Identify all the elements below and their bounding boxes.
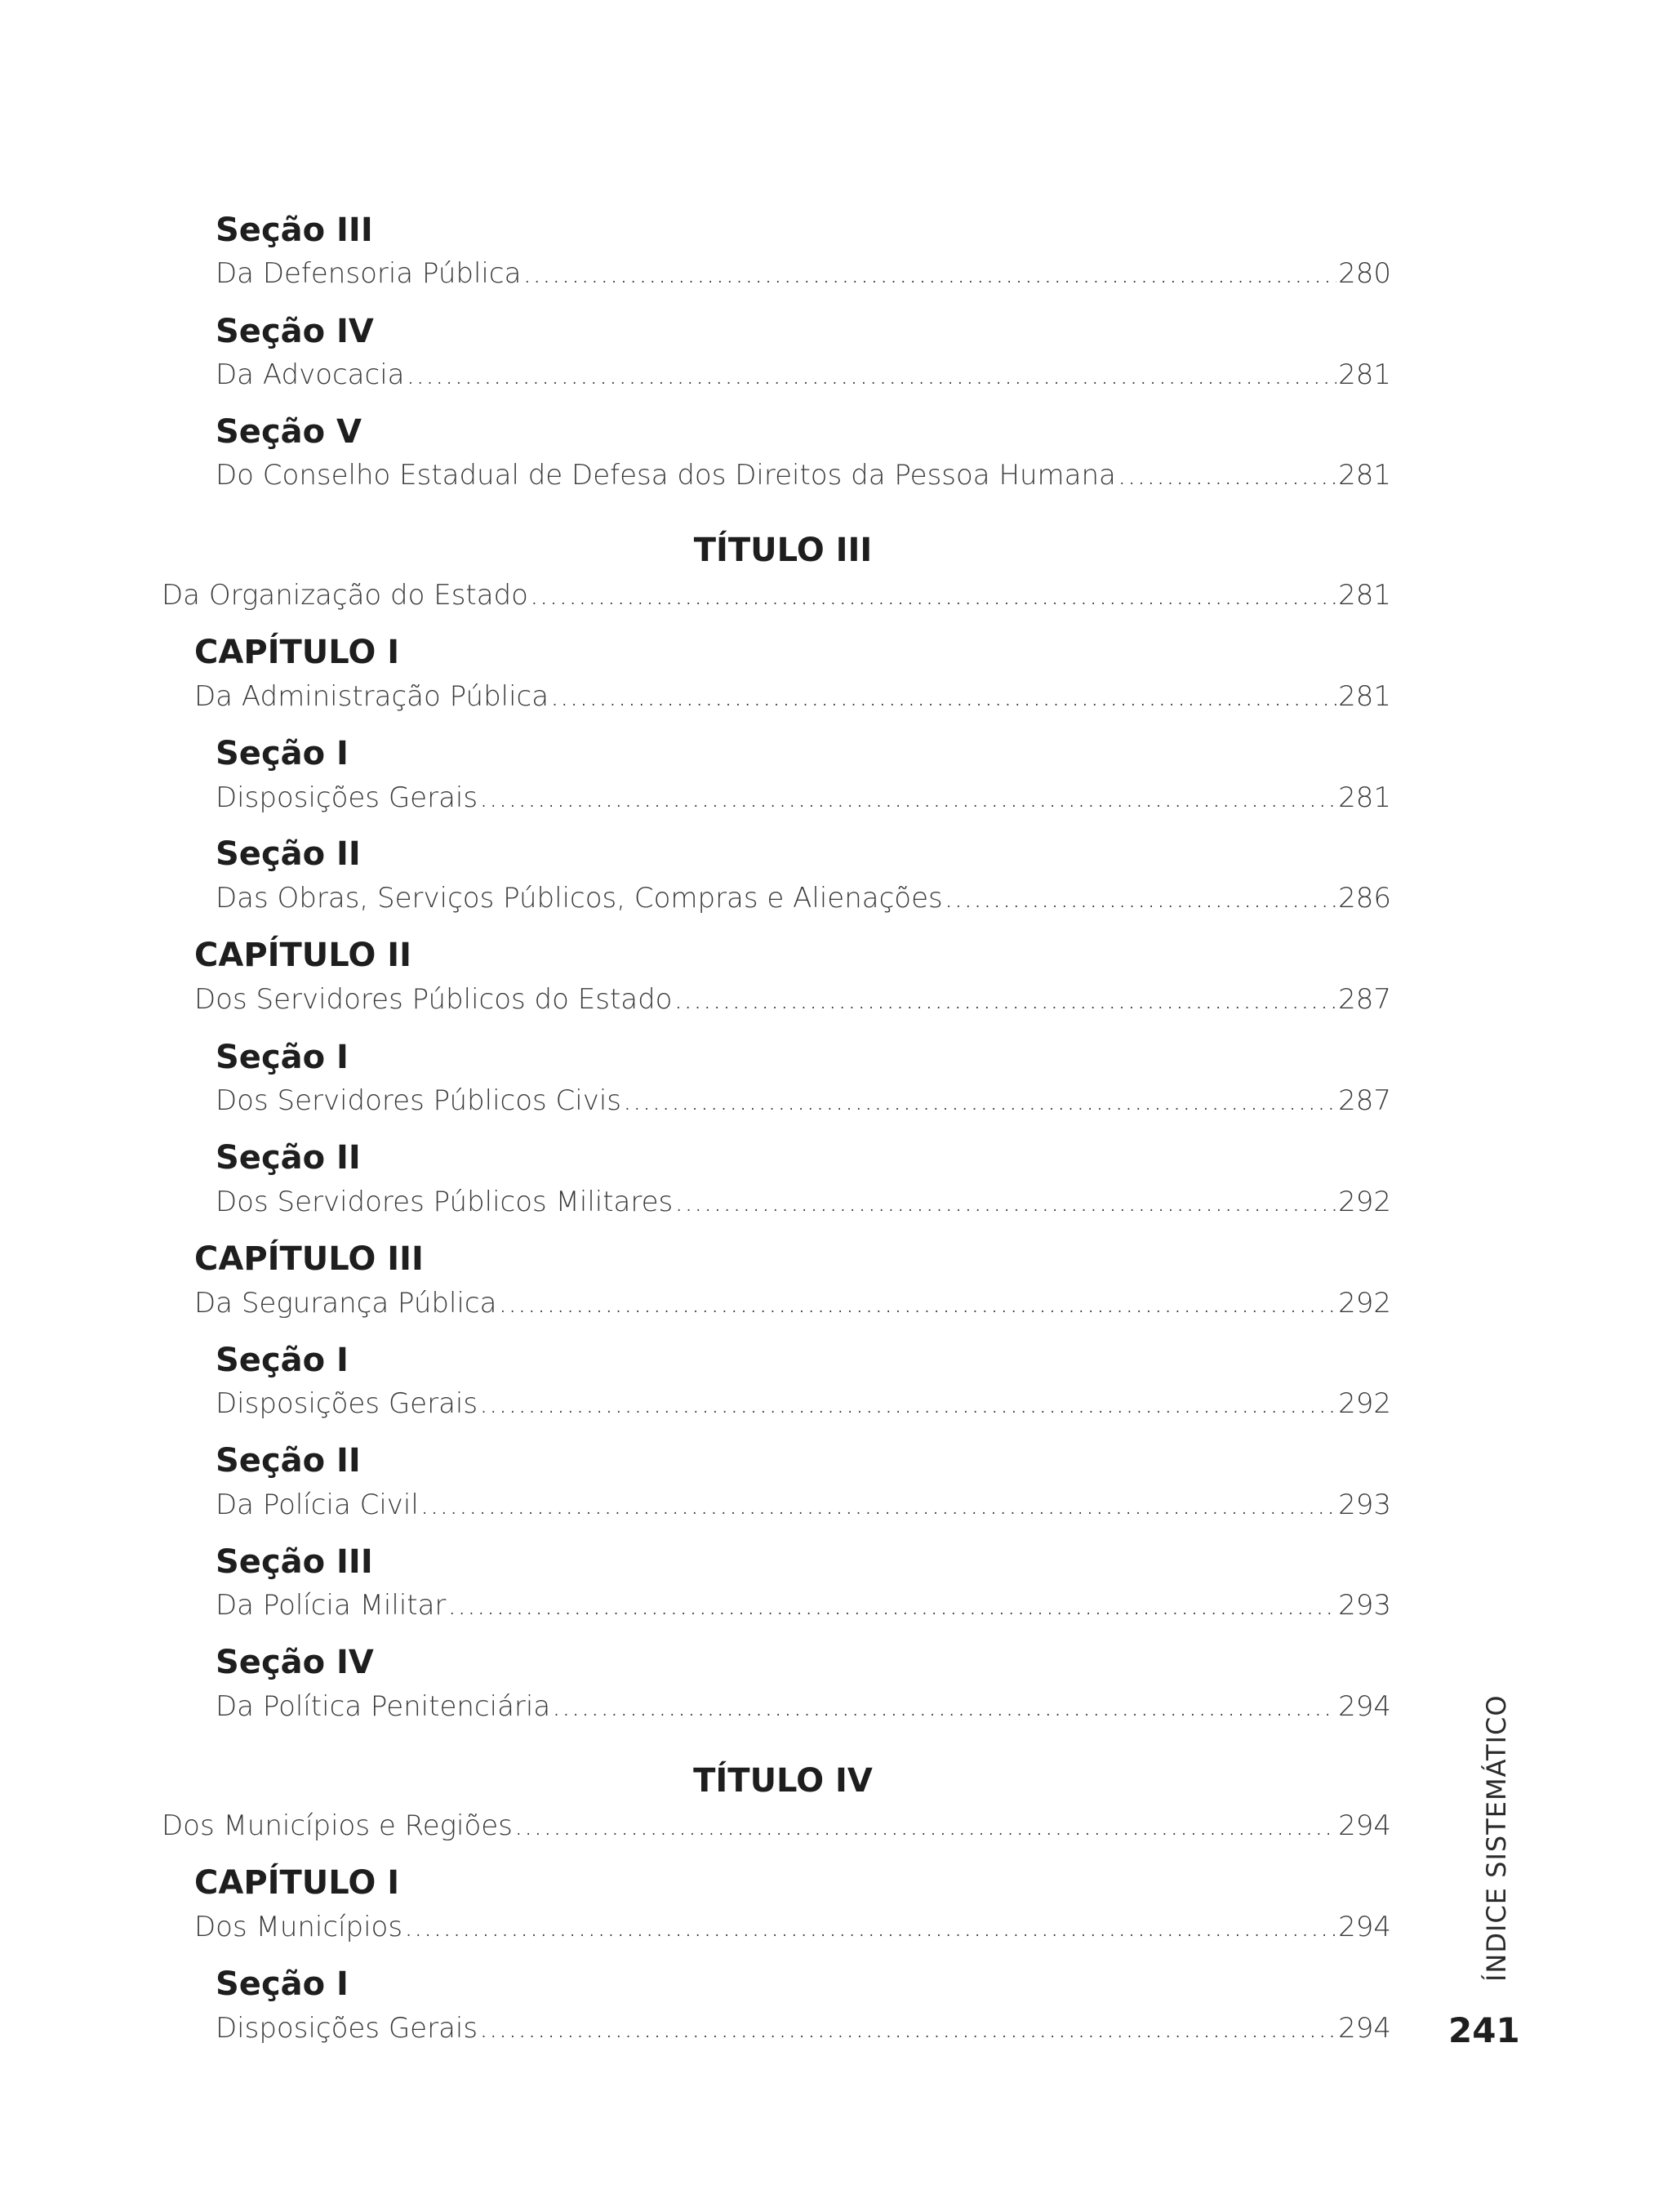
toc-entry-label: Da Polícia Civil <box>216 1489 419 1521</box>
section-heading: Seção III <box>216 1543 373 1581</box>
dot-leader <box>522 260 1336 287</box>
dot-leader <box>514 1812 1336 1840</box>
toc-entry[interactable] <box>216 1084 1391 1117</box>
section-heading: Seção IV <box>216 313 374 350</box>
section-heading: Seção I <box>216 735 349 772</box>
toc-entry[interactable] <box>194 680 1391 713</box>
dot-leader <box>420 1491 1336 1519</box>
page-number: 241 <box>1448 2010 1520 2050</box>
dot-leader <box>498 1289 1336 1317</box>
toc-entry-page: 281 <box>1338 459 1391 492</box>
toc-entry[interactable] <box>216 2012 1391 2045</box>
toc-entry-label: Da Administração Pública <box>194 680 549 713</box>
toc-entry[interactable] <box>216 459 1391 492</box>
dot-leader <box>407 361 1337 389</box>
chapter-heading: CAPÍTULO II <box>194 937 412 974</box>
toc-entry[interactable] <box>162 579 1391 612</box>
section-heading: Seção I <box>216 1039 349 1076</box>
dot-leader <box>479 784 1336 812</box>
dot-leader <box>530 581 1336 609</box>
title-heading: TÍTULO IV <box>693 1762 873 1800</box>
toc-entry[interactable] <box>216 257 1391 290</box>
chapter-heading: CAPÍTULO III <box>194 1240 424 1278</box>
toc-entry-page: 281 <box>1338 358 1391 391</box>
section-heading: Seção I <box>216 1965 349 2003</box>
toc-entry[interactable] <box>216 882 1391 915</box>
toc-entry-label: Dos Municípios <box>194 1911 403 1943</box>
toc-entry-page: 286 <box>1338 882 1391 915</box>
toc-entry-label: Da Organização do Estado <box>162 579 528 612</box>
dot-leader <box>404 1913 1336 1941</box>
toc-entry[interactable] <box>216 1387 1391 1420</box>
toc-entry[interactable] <box>194 1287 1391 1320</box>
toc-entry[interactable] <box>216 1690 1391 1723</box>
toc-entry-page: 294 <box>1338 2012 1391 2045</box>
toc-entry-page: 281 <box>1338 680 1391 713</box>
section-heading: Seção II <box>216 835 361 873</box>
toc-entry-label: Disposições Gerais <box>216 781 478 814</box>
section-heading: Seção II <box>216 1139 361 1177</box>
toc-entry-page: 294 <box>1338 1809 1391 1842</box>
section-heading: Seção V <box>216 413 362 451</box>
toc-entry-label: Dos Servidores Públicos do Estado <box>194 983 673 1016</box>
toc-entry-page: 280 <box>1338 257 1391 290</box>
dot-leader <box>1118 461 1336 489</box>
toc-entry-label: Da Defensoria Pública <box>216 257 522 290</box>
section-heading: Seção I <box>216 1342 349 1379</box>
toc-entry[interactable] <box>216 1188 1391 1216</box>
toc-entry-label: Das Obras, Serviços Públicos, Compras e Alienações <box>216 882 943 915</box>
toc-entry-page: 293 <box>1338 1589 1391 1622</box>
title-heading: TÍTULO III <box>693 532 873 569</box>
toc-entry-label: Da Segurança Pública <box>194 1287 497 1320</box>
toc-entry-label: Disposições Gerais <box>216 1387 478 1420</box>
toc-entry-label: Da Advocacia <box>216 358 405 391</box>
toc-entry-label: Dos Municípios e Regiões <box>162 1809 513 1842</box>
toc-entry-label: Da Polícia Militar <box>216 1589 447 1622</box>
toc-entry-page: 292 <box>1338 1186 1391 1218</box>
dot-leader <box>552 1693 1336 1720</box>
toc-entry-page: 287 <box>1338 983 1391 1016</box>
dot-leader <box>479 2014 1336 2042</box>
section-side-label: ÍNDICE SISTEMÁTICO <box>1481 1694 1512 1982</box>
toc-entry-page: 287 <box>1338 1084 1391 1117</box>
toc-entry-page: 281 <box>1338 781 1391 814</box>
toc-entry-label: Do Conselho Estadual de Defesa dos Direitos da Pessoa Humana <box>216 459 1116 492</box>
toc-entry-label: Da Política Penitenciária <box>216 1690 551 1723</box>
toc-entry[interactable] <box>162 1809 1391 1842</box>
dot-leader <box>479 1390 1336 1418</box>
toc-entry[interactable] <box>216 358 1391 391</box>
toc-entry-label: Dos Servidores Públicos Militares <box>216 1186 674 1218</box>
toc-entry-page: 294 <box>1338 1690 1391 1723</box>
section-heading: Seção II <box>216 1442 361 1480</box>
dot-leader <box>674 986 1337 1013</box>
toc-entry-page: 293 <box>1338 1489 1391 1521</box>
toc-entry[interactable] <box>216 1589 1391 1622</box>
toc-entry[interactable] <box>194 1913 1391 1941</box>
dot-leader <box>550 683 1336 710</box>
chapter-heading: CAPÍTULO I <box>194 1864 400 1902</box>
dot-leader <box>674 1188 1336 1216</box>
dot-leader <box>447 1591 1336 1619</box>
toc-entry[interactable] <box>216 781 1391 814</box>
toc-entry-page: 292 <box>1338 1287 1391 1320</box>
dot-leader <box>623 1087 1336 1115</box>
section-heading: Seção III <box>216 211 373 249</box>
chapter-heading: CAPÍTULO I <box>194 634 400 671</box>
dot-leader <box>945 884 1336 912</box>
toc-entry-label: Disposições Gerais <box>216 2012 478 2045</box>
toc-entry-page: 294 <box>1338 1911 1391 1943</box>
toc-entry-page: 292 <box>1338 1387 1391 1420</box>
toc-entry[interactable] <box>194 983 1391 1016</box>
toc-entry[interactable] <box>216 1491 1391 1519</box>
toc-entry-page: 281 <box>1338 579 1391 612</box>
toc-entry-label: Dos Servidores Públicos Civis <box>216 1084 622 1117</box>
section-heading: Seção IV <box>216 1644 374 1681</box>
